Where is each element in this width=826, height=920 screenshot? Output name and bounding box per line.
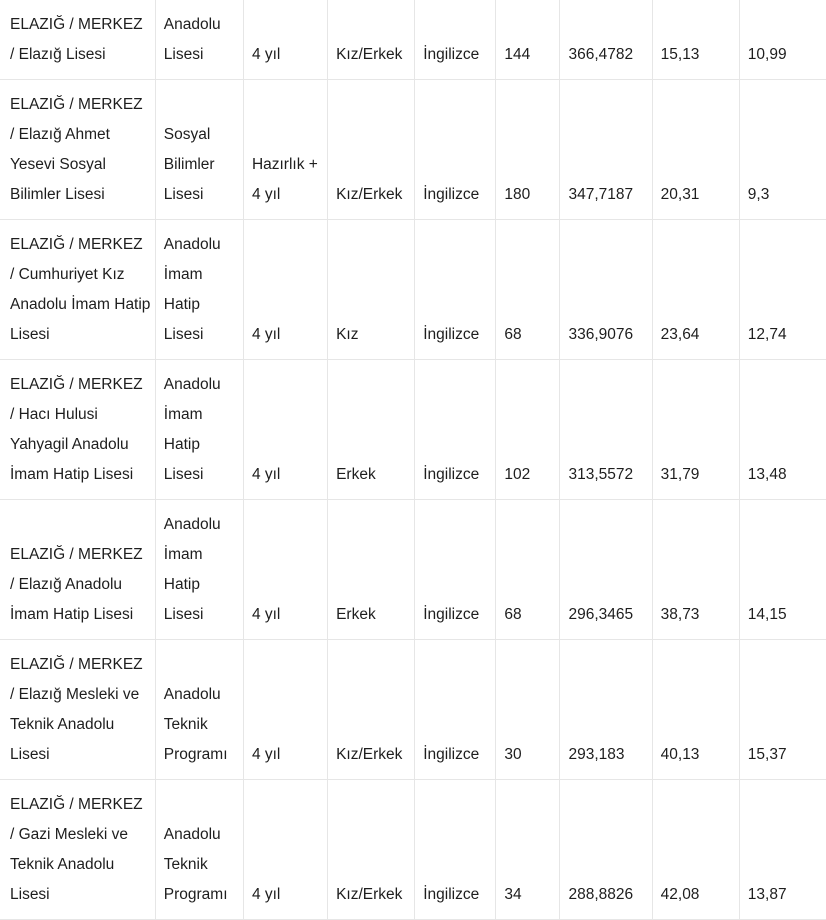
percentile-2023-cell: 38,73 bbox=[652, 500, 739, 640]
school-type-cell: Sosyal Bilimler Lisesi bbox=[155, 80, 243, 220]
percentile-2022-cell: 13,48 bbox=[739, 360, 826, 500]
language-cell: İngilizce bbox=[415, 0, 496, 80]
table-row bbox=[0, 80, 826, 220]
language-cell: İngilizce bbox=[415, 780, 496, 920]
language-cell: İngilizce bbox=[415, 80, 496, 220]
percentile-2022-cell: 15,37 bbox=[739, 640, 826, 780]
duration-cell: 4 yıl bbox=[243, 360, 327, 500]
percentile-2022-cell: 12,74 bbox=[739, 220, 826, 360]
gender-cell: Kız/Erkek bbox=[328, 640, 415, 780]
score-cell: 296,3465 bbox=[560, 500, 652, 640]
percentile-2023-cell: 31,79 bbox=[652, 360, 739, 500]
table-row bbox=[0, 220, 826, 360]
percentile-2023-cell: 40,13 bbox=[652, 640, 739, 780]
score-cell: 336,9076 bbox=[560, 220, 652, 360]
score-cell: 366,4782 bbox=[560, 0, 652, 80]
table-row bbox=[0, 0, 826, 80]
percentile-2022-cell: 10,99 bbox=[739, 0, 826, 80]
school-name-cell: ELAZIĞ / MERKEZ / Elazığ Mesleki ve Teknik Anadolu Lisesi bbox=[0, 640, 155, 780]
percentile-2023-cell: 42,08 bbox=[652, 780, 739, 920]
gender-cell: Erkek bbox=[328, 360, 415, 500]
percentile-2022-cell: 14,15 bbox=[739, 500, 826, 640]
school-type-cell: Anadolu İmam Hatip Lisesi bbox=[155, 220, 243, 360]
table-row bbox=[0, 780, 826, 920]
quota-cell: 34 bbox=[496, 780, 560, 920]
school-name-cell: ELAZIĞ / MERKEZ / Hacı Hulusi Yahyagil Anadolu İmam Hatip Lisesi bbox=[0, 360, 155, 500]
language-cell: İngilizce bbox=[415, 640, 496, 780]
quota-cell: 180 bbox=[496, 80, 560, 220]
gender-cell: Kız bbox=[328, 220, 415, 360]
score-cell: 313,5572 bbox=[560, 360, 652, 500]
language-cell: İngilizce bbox=[415, 360, 496, 500]
school-type-cell: Anadolu İmam Hatip Lisesi bbox=[155, 500, 243, 640]
school-type-cell: Anadolu Teknik Programı bbox=[155, 780, 243, 920]
table-row bbox=[0, 500, 826, 640]
percentile-2022-cell: 13,87 bbox=[739, 780, 826, 920]
percentile-2022-cell: 9,3 bbox=[739, 80, 826, 220]
quota-cell: 144 bbox=[496, 0, 560, 80]
duration-cell: Hazırlık + 4 yıl bbox=[243, 80, 327, 220]
percentile-2023-cell: 15,13 bbox=[652, 0, 739, 80]
school-type-cell: Anadolu Teknik Programı bbox=[155, 640, 243, 780]
school-name-cell: ELAZIĞ / MERKEZ / Gazi Mesleki ve Teknik Anadolu Lisesi bbox=[0, 780, 155, 920]
school-type-cell: Anadolu İmam Hatip Lisesi bbox=[155, 360, 243, 500]
percentile-2023-cell: 23,64 bbox=[652, 220, 739, 360]
school-name-cell: ELAZIĞ / MERKEZ / Cumhuriyet Kız Anadolu İmam Hatip Lisesi bbox=[0, 220, 155, 360]
quota-cell: 30 bbox=[496, 640, 560, 780]
duration-cell: 4 yıl bbox=[243, 220, 327, 360]
percentile-2023-cell: 20,31 bbox=[652, 80, 739, 220]
gender-cell: Kız/Erkek bbox=[328, 780, 415, 920]
gender-cell: Kız/Erkek bbox=[328, 80, 415, 220]
gender-cell: Kız/Erkek bbox=[328, 0, 415, 80]
school-type-cell: Anadolu Lisesi bbox=[155, 0, 243, 80]
school-name-cell: ELAZIĞ / MERKEZ / Elazığ Anadolu İmam Hatip Lisesi bbox=[0, 500, 155, 640]
duration-cell: 4 yıl bbox=[243, 0, 327, 80]
quota-cell: 68 bbox=[496, 220, 560, 360]
score-cell: 347,7187 bbox=[560, 80, 652, 220]
quota-cell: 68 bbox=[496, 500, 560, 640]
table-row bbox=[0, 640, 826, 780]
table-row bbox=[0, 360, 826, 500]
score-cell: 288,8826 bbox=[560, 780, 652, 920]
language-cell: İngilizce bbox=[415, 500, 496, 640]
duration-cell: 4 yıl bbox=[243, 640, 327, 780]
school-name-cell: ELAZIĞ / MERKEZ / Elazığ Lisesi bbox=[0, 0, 155, 80]
score-cell: 293,183 bbox=[560, 640, 652, 780]
quota-cell: 102 bbox=[496, 360, 560, 500]
gender-cell: Erkek bbox=[328, 500, 415, 640]
duration-cell: 4 yıl bbox=[243, 500, 327, 640]
language-cell: İngilizce bbox=[415, 220, 496, 360]
school-name-cell: ELAZIĞ / MERKEZ / Elazığ Ahmet Yesevi Sosyal Bilimler Lisesi bbox=[0, 80, 155, 220]
duration-cell: 4 yıl bbox=[243, 780, 327, 920]
